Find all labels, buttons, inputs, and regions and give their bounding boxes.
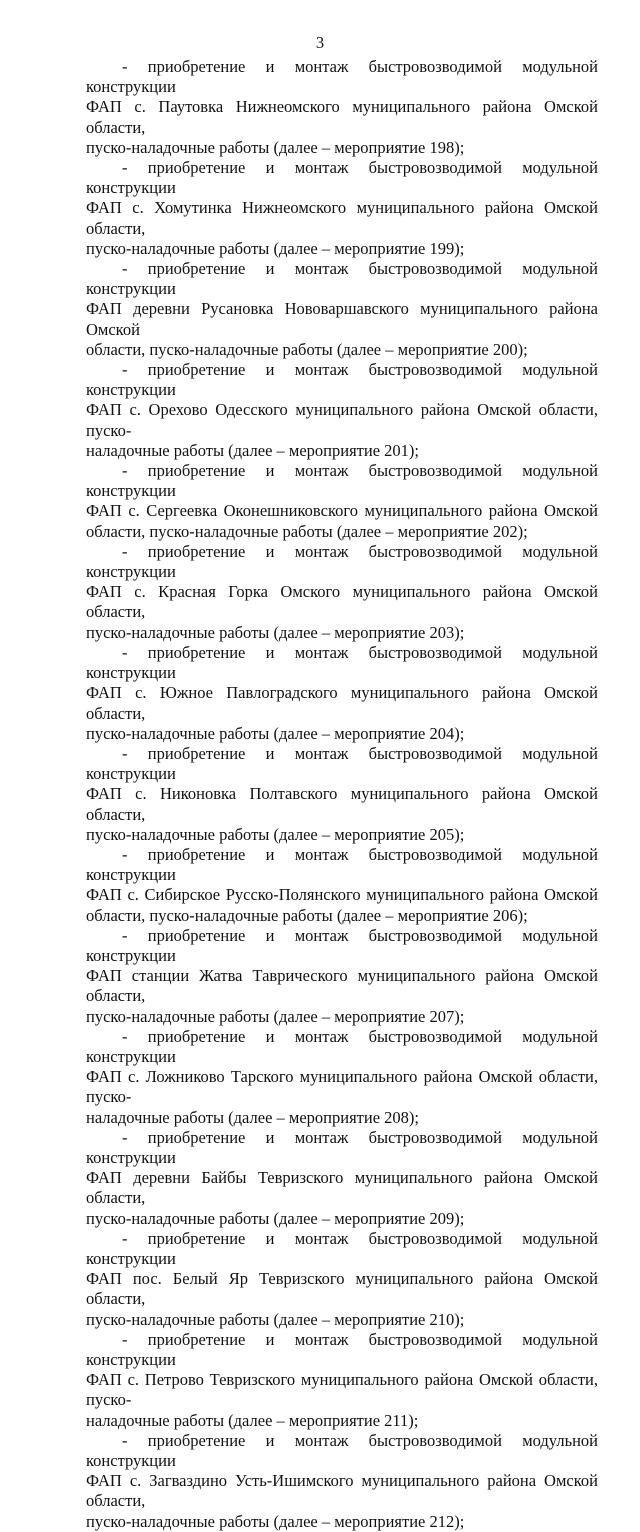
- list-item-line: пуско-наладочные работы (далее – мероприятие 212);: [86, 1511, 465, 1531]
- list-item-line: ФАП с. Сибирское Русско-Полянского муниципального района Омской: [86, 885, 598, 905]
- list-item: [86, 845, 598, 926]
- list-item: [86, 1027, 598, 1128]
- list-item-first-line: - приобретение и монтаж быстровозводимой модульной конструкции: [86, 360, 598, 400]
- list-item-line: пуско-наладочные работы (далее – мероприятие 210);: [86, 1309, 465, 1329]
- list-item-line: области, пуско-наладочные работы (далее – мероприятие 202);: [86, 521, 528, 541]
- list-item-line: ФАП с. Ложниково Тарского муниципального района Омской области, пуско-: [86, 1067, 598, 1107]
- list-item-first-line: - приобретение и монтаж быстровозводимой модульной конструкции: [86, 743, 598, 784]
- list-item-first-line: - приобретение и монтаж быстровозводимой модульной конструкции: [86, 844, 598, 885]
- list-item-line: пуско-наладочные работы (далее – мероприятие 199);: [86, 238, 465, 258]
- list-item-line: ФАП с. Орехово Одесского муниципального района Омской области, пуско-: [86, 400, 598, 440]
- list-item: [86, 360, 598, 461]
- list-item-first-line: - приобретение и монтаж быстровозводимой модульной конструкции: [86, 57, 598, 97]
- list-item-line: пуско-наладочные работы (далее – мероприятие 207);: [86, 1006, 465, 1026]
- list-item-line: наладочные работы (далее – мероприятие 201);: [86, 440, 419, 460]
- document-body: [86, 57, 598, 1532]
- list-item-line: ФАП с. Загваздино Усть-Ишимского муниципального района Омской области,: [86, 1471, 598, 1511]
- list-item-line: ФАП с. Паутовка Нижнеомского муниципального района Омской области,: [86, 97, 598, 137]
- list-item-first-line: - приобретение и монтаж быстровозводимой модульной конструкции: [86, 158, 598, 198]
- list-item: [86, 461, 598, 542]
- list-item-first-line: - приобретение и монтаж быстровозводимой модульной конструкции: [86, 461, 598, 501]
- list-item-first-line: - приобретение и монтаж быстровозводимой модульной конструкции: [86, 1430, 598, 1471]
- list-item-line: ФАП деревни Байбы Тевризского муниципального района Омской области,: [86, 1168, 598, 1208]
- list-item-line: пуско-наладочные работы (далее – мероприятие 204);: [86, 723, 465, 743]
- list-item: [86, 1431, 598, 1532]
- list-item-line: ФАП с. Петрово Тевризского муниципального района Омской области, пуско-: [86, 1370, 598, 1410]
- list-item-line: пуско-наладочные работы (далее – мероприятие 209);: [86, 1208, 465, 1228]
- list-item-first-line: - приобретение и монтаж быстровозводимой модульной конструкции: [86, 259, 598, 299]
- list-item-line: наладочные работы (далее – мероприятие 208);: [86, 1107, 419, 1127]
- list-item-first-line: - приобретение и монтаж быстровозводимой модульной конструкции: [86, 1228, 598, 1268]
- list-item-line: ФАП пос. Белый Яр Тевризского муниципального района Омской области,: [86, 1269, 598, 1309]
- list-item-line: области, пуско-наладочные работы (далее – мероприятие 206);: [86, 905, 528, 925]
- list-item: [86, 542, 598, 643]
- list-item: [86, 158, 598, 259]
- list-item-line: ФАП станции Жатва Таврического муниципального района Омской области,: [86, 966, 598, 1006]
- list-item: [86, 1330, 598, 1431]
- list-item: [86, 744, 598, 845]
- list-item-line: пуско-наладочные работы (далее – мероприятие 198);: [86, 137, 465, 157]
- list-item: [86, 926, 598, 1027]
- list-item-line: ФАП с. Сергеевка Оконешниковского муниципального района Омской: [86, 501, 598, 521]
- list-item-line: наладочные работы (далее – мероприятие 211);: [86, 1410, 419, 1430]
- list-item-line: ФАП с. Никоновка Полтавского муниципального района Омской области,: [86, 784, 598, 824]
- list-item-line: ФАП деревни Русановка Нововаршавского муниципального района Омской: [86, 299, 598, 339]
- list-item: [86, 1128, 598, 1229]
- list-item-first-line: - приобретение и монтаж быстровозводимой модульной конструкции: [86, 1127, 598, 1167]
- list-item-first-line: - приобретение и монтаж быстровозводимой модульной конструкции: [86, 642, 598, 683]
- list-item-first-line: - приобретение и монтаж быстровозводимой модульной конструкции: [86, 541, 598, 582]
- list-item-line: области, пуско-наладочные работы (далее – мероприятие 200);: [86, 339, 528, 359]
- list-item-first-line: - приобретение и монтаж быстровозводимой модульной конструкции: [86, 1329, 598, 1369]
- list-item-line: пуско-наладочные работы (далее – мероприятие 205);: [86, 824, 465, 844]
- list-item: [86, 1229, 598, 1330]
- list-item-first-line: - приобретение и монтаж быстровозводимой модульной конструкции: [86, 1026, 598, 1066]
- list-item: [86, 259, 598, 360]
- list-item: [86, 57, 598, 158]
- list-item-line: ФАП с. Хомутинка Нижнеомского муниципального района Омской области,: [86, 198, 598, 238]
- list-item-line: ФАП с. Южное Павлоградского муниципального района Омской области,: [86, 683, 598, 723]
- list-item-line: ФАП с. Красная Горка Омского муниципального района Омской области,: [86, 582, 598, 622]
- page-number: 3: [315, 33, 325, 52]
- list-item-line: пуско-наладочные работы (далее – мероприятие 203);: [86, 622, 465, 642]
- list-item-first-line: - приобретение и монтаж быстровозводимой модульной конструкции: [86, 925, 598, 965]
- list-item: [86, 643, 598, 744]
